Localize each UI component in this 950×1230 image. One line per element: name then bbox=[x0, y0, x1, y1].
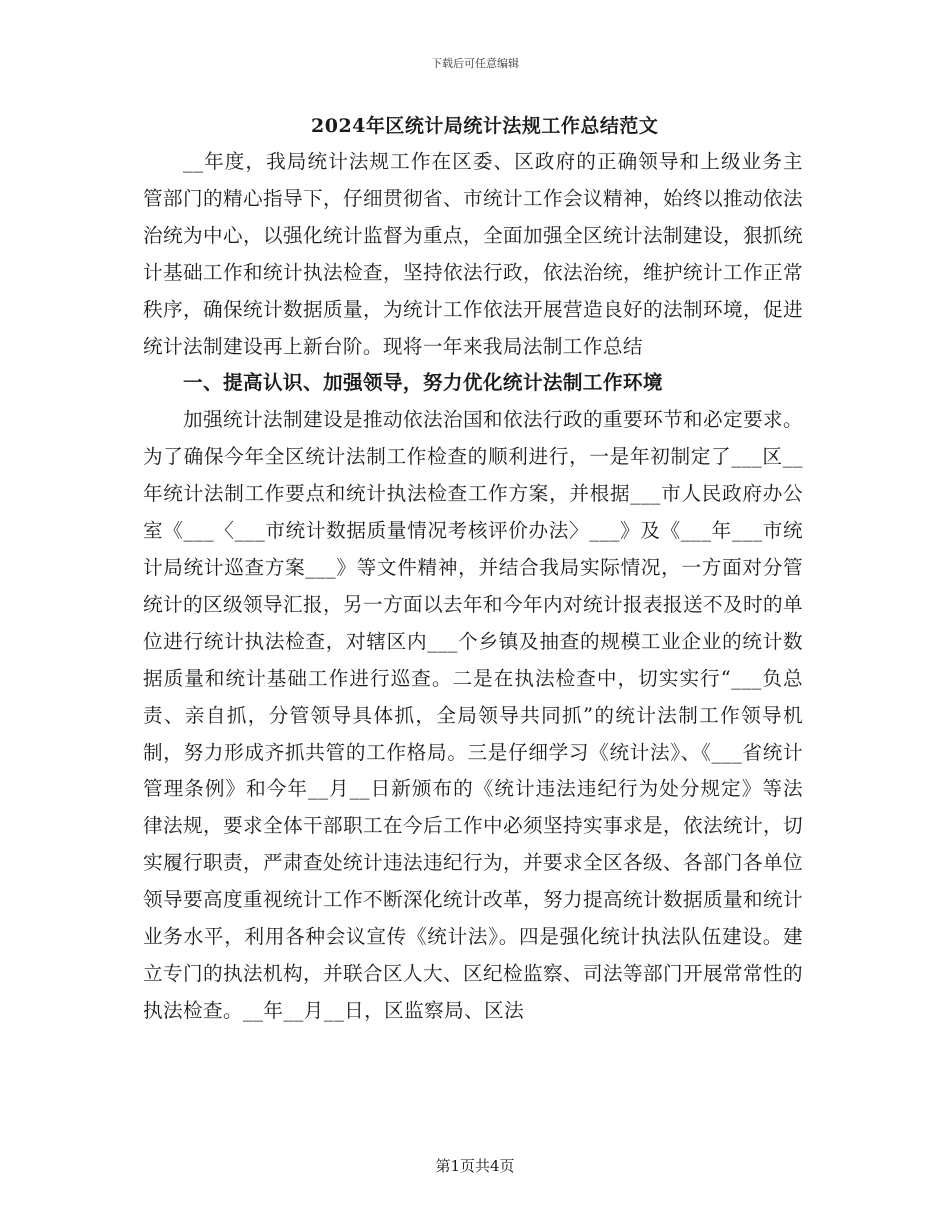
section-1-paragraph: 加强统计法制建设是推动依法治国和依法行政的重要环节和必定要求。为了确保今年全区统计法制工作检查的顺利进行，一是年初制定了___区__年统计法制工作要点和统计执法检查工作方案，并根据___市人民政府办公室《___〈___市统计数据质量情况考核评价办法〉___》及《___年___市统计局统计巡查方案___》等文件精神，并结合我局实际情况，一方面对分管统计的区级领导汇报，另一方面以去年和今年内对统计报表报送不及时的单位进行统计执法检查，对辖区内___个乡镇及抽查的规模工业企业的统计数据质量和统计基础工作进行巡查。二是在执法检查中，切实实行“___负总责、亲自抓，分管领导具体抓，全局领导共同抓”的统计法制工作领导机制，努力形成齐抓共管的工作格局。三是仔细学习《统计法》、《___省统计管理条例》和今年__月__日新颁布的《统计违法违纪行为处分规定》等法律法规，要求全体干部职工在今后工作中必须坚持实事求是，依法统计，切实履行职责，严肃查处统计违法违纪行为，并要求全区各级、各部门各单位领导要高度重视统计工作不断深化统计改革，努力提高统计数据质量和统计业务水平，利用各种会议宣传《统计法》。四是强化统计执法队伍建设。建立专门的执法机构，并联合区人大、区纪检监察、司法等部门开展常常性的执法检查。__年__月__日，区监察局、区法 bbox=[143, 408, 803, 1022]
header-note: 下载后可任意编辑 bbox=[431, 57, 519, 70]
page-number: 第1页共4页 bbox=[435, 1157, 515, 1175]
document-body bbox=[143, 112, 803, 1030]
intro-paragraph: __年度，我局统计法规工作在区委、区政府的正确领导和上级业务主管部门的精心指导下，仔细贯彻省、市统计工作会议精神，始终以推动依法治统为中心，以强化统计监督为重点，全面加强全区统计法制建设，狠抓统计基础工作和统计执法检查，坚持依法行政，依法治统，维护统计工作正常秩序，确保统计数据质量，为统计工作依法开展营造良好的法制环境，促进统计法制建设再上新台阶。现将一年来我局法制工作总结 bbox=[143, 150, 803, 358]
section-heading-1: 一、提高认识、加强领导，努力优化统计法制工作环境 bbox=[183, 371, 663, 395]
document-title: 2024年区统计局统计法规工作总结范文 bbox=[311, 115, 659, 137]
